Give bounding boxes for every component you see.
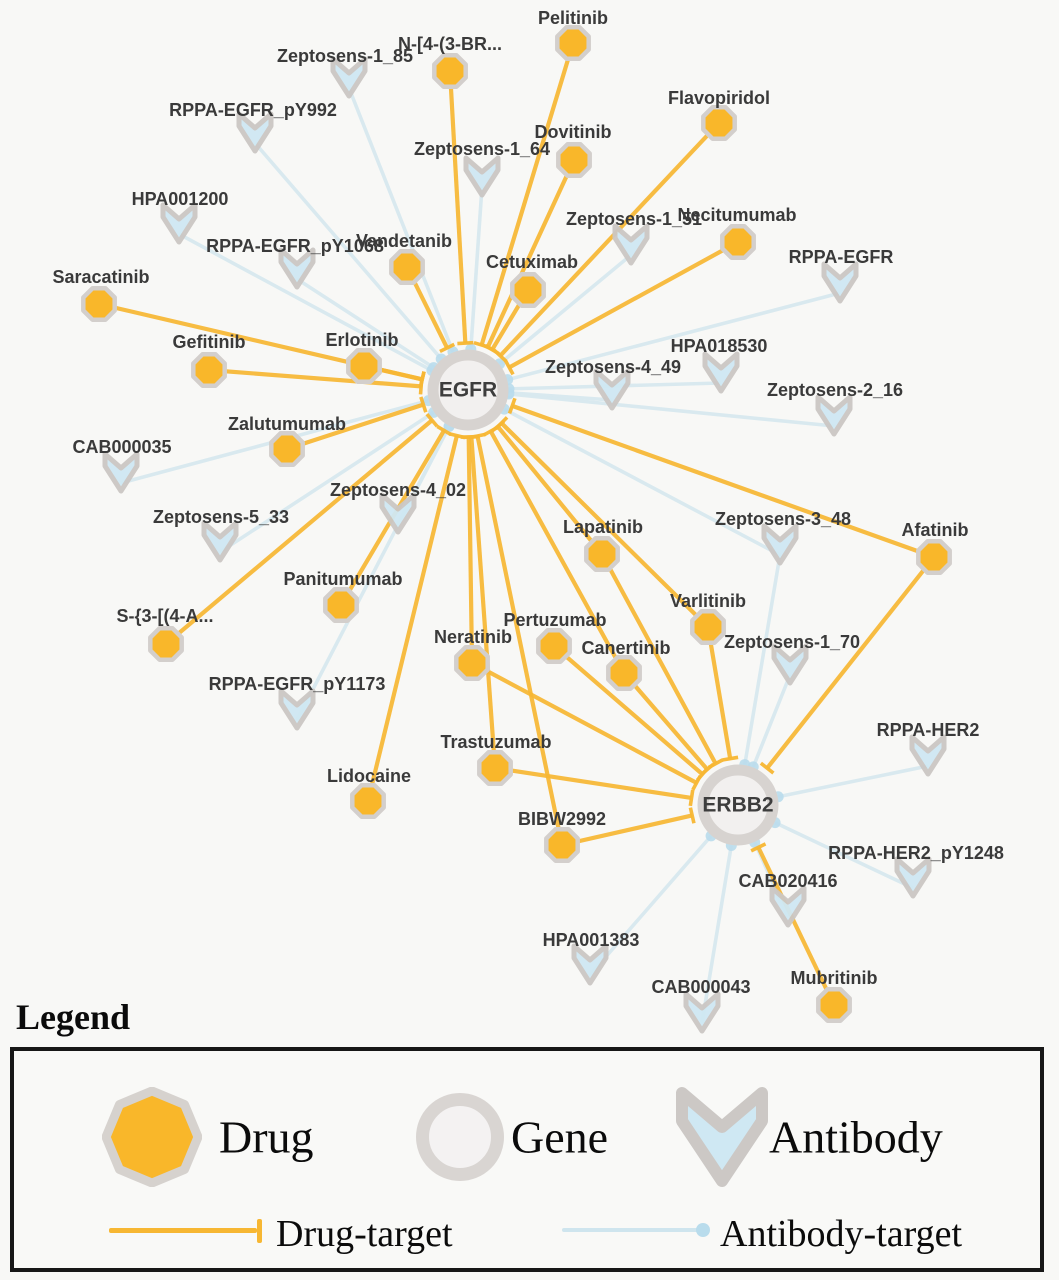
drug-octagon-icon bbox=[102, 1087, 202, 1187]
drug-node-vandetanib[interactable] bbox=[391, 251, 422, 282]
antibody-label-hpa018530: HPA018530 bbox=[670, 336, 768, 356]
drug-label-lidocaine: Lidocaine bbox=[326, 766, 412, 786]
legend-box bbox=[10, 1047, 1044, 1272]
drug-label-varlitinib: Varlitinib bbox=[669, 591, 747, 611]
edge-endpoint-tee bbox=[690, 808, 694, 824]
drug-label-afatinib: Afatinib bbox=[901, 520, 969, 540]
antibody-label-rppa-egfr: RPPA-EGFR bbox=[788, 247, 894, 267]
drug-label-s-3-4-a: S-{3-[(4-A... bbox=[116, 606, 214, 626]
drug-label-necitumumab: Necitumumab bbox=[677, 205, 797, 225]
legend-gene-label: Gene bbox=[511, 1111, 609, 1163]
drug-target-edge-trastuzumab-egfr bbox=[471, 437, 495, 768]
drug-node-panitumumab[interactable] bbox=[325, 589, 356, 620]
antibody-label-zeptosens-4-02: Zeptosens-4_02 bbox=[329, 480, 467, 500]
legend-drug-target-label: Drug-target bbox=[276, 1213, 453, 1255]
drug-node-necitumumab[interactable] bbox=[722, 226, 753, 257]
antibody-node-cab000043[interactable] bbox=[686, 994, 718, 1031]
drug-label-cetuximab: Cetuximab bbox=[485, 252, 579, 272]
drug-node-gefitinib[interactable] bbox=[193, 354, 224, 385]
edge-endpoint-tee bbox=[722, 757, 738, 760]
drug-target-edge-trastuzumab-erbb2 bbox=[495, 768, 692, 798]
drug-label-pelitinib: Pelitinib bbox=[537, 8, 609, 28]
legend-antibody-label: Antibody bbox=[769, 1111, 943, 1163]
drug-node-trastuzumab[interactable] bbox=[479, 752, 510, 783]
edge-endpoint-tee bbox=[457, 343, 473, 344]
drug-target-edge-n-4-3-br-egfr bbox=[450, 71, 465, 343]
drug-label-pertuzumab: Pertuzumab bbox=[503, 610, 607, 630]
gene-label-egfr: EGFR bbox=[438, 378, 498, 402]
drug-target-tee-icon bbox=[257, 1219, 262, 1243]
legend-title: Legend bbox=[16, 997, 131, 1037]
drug-node-erlotinib[interactable] bbox=[348, 350, 379, 381]
drug-node-lidocaine[interactable] bbox=[352, 785, 383, 816]
drug-target-line-icon bbox=[109, 1228, 257, 1233]
drug-node-afatinib[interactable] bbox=[918, 541, 949, 572]
antibody-label-hpa001200: HPA001200 bbox=[131, 189, 229, 209]
drug-node-bibw2992[interactable] bbox=[546, 829, 577, 860]
drug-label-vandetanib: Vandetanib bbox=[355, 231, 453, 251]
edge-endpoint-tee bbox=[420, 372, 424, 388]
antibody-label-zeptosens-4-49: Zeptosens-4_49 bbox=[544, 357, 682, 377]
drug-node-varlitinib[interactable] bbox=[692, 611, 723, 642]
antibody-label-zeptosens-1-51: Zeptosens-1_51 bbox=[565, 209, 703, 229]
antibody-node-zeptosens-3-48[interactable] bbox=[764, 526, 796, 563]
edge-endpoint-tee bbox=[449, 434, 465, 438]
drug-node-saracatinib[interactable] bbox=[83, 288, 114, 319]
drug-label-erlotinib: Erlotinib bbox=[325, 330, 399, 350]
drug-node-flavopiridol[interactable] bbox=[703, 107, 734, 138]
antibody-target-line-icon bbox=[562, 1228, 700, 1232]
edge-endpoint-tee bbox=[690, 790, 692, 806]
drug-label-panitumumab: Panitumumab bbox=[283, 569, 403, 589]
drug-node-neratinib[interactable] bbox=[456, 647, 487, 678]
antibody-chevron-icon bbox=[672, 1081, 772, 1191]
edge-endpoint-tee bbox=[470, 434, 486, 437]
legend-antibody-target-label: Antibody-target bbox=[720, 1213, 963, 1255]
antibody-label-zeptosens-1-85: Zeptosens-1_85 bbox=[276, 46, 414, 66]
antibody-node-hpa001383[interactable] bbox=[574, 946, 606, 983]
drug-label-neratinib: Neratinib bbox=[433, 627, 513, 647]
drug-label-bibw2992: BIBW2992 bbox=[517, 809, 607, 829]
antibody-label-zeptosens-1-64: Zeptosens-1_64 bbox=[413, 139, 551, 159]
drug-label-flavopiridol: Flavopiridol bbox=[667, 88, 771, 108]
antibody-label-zeptosens-1-70: Zeptosens-1_70 bbox=[723, 632, 861, 652]
drug-node-cetuximab[interactable] bbox=[512, 274, 543, 305]
antibody-label-rppa-her2-py1248: RPPA-HER2_pY1248 bbox=[828, 843, 1004, 863]
antibody-label-cab000043: CAB000043 bbox=[651, 977, 751, 997]
drug-label-lapatinib: Lapatinib bbox=[563, 517, 643, 537]
antibody-node-hpa018530[interactable] bbox=[705, 354, 737, 391]
antibody-target-dot-icon bbox=[696, 1223, 710, 1237]
drug-label-gefitinib: Gefitinib bbox=[172, 332, 246, 352]
drug-node-lapatinib[interactable] bbox=[586, 538, 617, 569]
drug-label-saracatinib: Saracatinib bbox=[52, 267, 150, 287]
drug-node-pelitinib[interactable] bbox=[557, 27, 588, 58]
drug-node-canertinib[interactable] bbox=[608, 657, 639, 688]
antibody-node-rppa-her2-py1248[interactable] bbox=[897, 859, 929, 896]
antibody-node-zeptosens-2-16[interactable] bbox=[818, 397, 850, 434]
drug-label-trastuzumab: Trastuzumab bbox=[440, 732, 552, 752]
antibody-node-rppa-egfr-py1173[interactable] bbox=[281, 691, 313, 728]
antibody-label-cab000035: CAB000035 bbox=[72, 437, 172, 457]
drug-node-pertuzumab[interactable] bbox=[538, 630, 569, 661]
antibody-label-rppa-egfr-py992: RPPA-EGFR_pY992 bbox=[169, 100, 337, 120]
antibody-node-zeptosens-1-64[interactable] bbox=[466, 158, 498, 195]
gene-circle-icon bbox=[416, 1093, 504, 1181]
drug-node-zalutumumab[interactable] bbox=[271, 433, 302, 464]
antibody-node-hpa001200[interactable] bbox=[163, 205, 195, 242]
antibody-label-hpa001383: HPA001383 bbox=[542, 930, 640, 950]
drug-label-dovitinib: Dovitinib bbox=[534, 122, 612, 142]
drug-node-dovitinib[interactable] bbox=[558, 144, 589, 175]
drug-label-mubritinib: Mubritinib bbox=[790, 968, 878, 988]
edge-endpoint-tee bbox=[510, 398, 515, 413]
antibody-node-cab000035[interactable] bbox=[105, 454, 137, 491]
antibody-label-rppa-egfr-py1068: RPPA-EGFR_pY1068 bbox=[206, 236, 384, 256]
antibody-label-rppa-her2: RPPA-HER2 bbox=[876, 720, 980, 740]
antibody-node-cab020416[interactable] bbox=[772, 888, 804, 925]
drug-node-s-3-4-a[interactable] bbox=[150, 628, 181, 659]
gene-label-erbb2: ERBB2 bbox=[702, 793, 774, 817]
antibody-target-edge-rppa-her2-erbb2 bbox=[778, 766, 928, 797]
antibody-label-cab020416: CAB020416 bbox=[738, 871, 838, 891]
antibody-target-edge-zeptosens-1-64-egfr bbox=[471, 187, 482, 349]
legend-drug-label: Drug bbox=[219, 1111, 314, 1163]
drug-label-canertinib: Canertinib bbox=[581, 638, 671, 658]
antibody-node-zeptosens-5-33[interactable] bbox=[204, 523, 236, 560]
drug-node-mubritinib[interactable] bbox=[818, 989, 849, 1020]
antibody-label-zeptosens-5-33: Zeptosens-5_33 bbox=[152, 507, 290, 527]
antibody-label-zeptosens-2-16: Zeptosens-2_16 bbox=[766, 380, 904, 400]
antibody-label-zeptosens-3-48: Zeptosens-3_48 bbox=[714, 509, 852, 529]
drug-label-n-4-3-br: N-[4-(3-BR... bbox=[398, 34, 502, 54]
drug-node-n-4-3-br[interactable] bbox=[434, 55, 465, 86]
drug-label-zalutumumab: Zalutumumab bbox=[227, 414, 347, 434]
antibody-label-rppa-egfr-py1173: RPPA-EGFR_pY1173 bbox=[208, 674, 386, 694]
antibody-node-zeptosens-1-51[interactable] bbox=[615, 226, 647, 263]
